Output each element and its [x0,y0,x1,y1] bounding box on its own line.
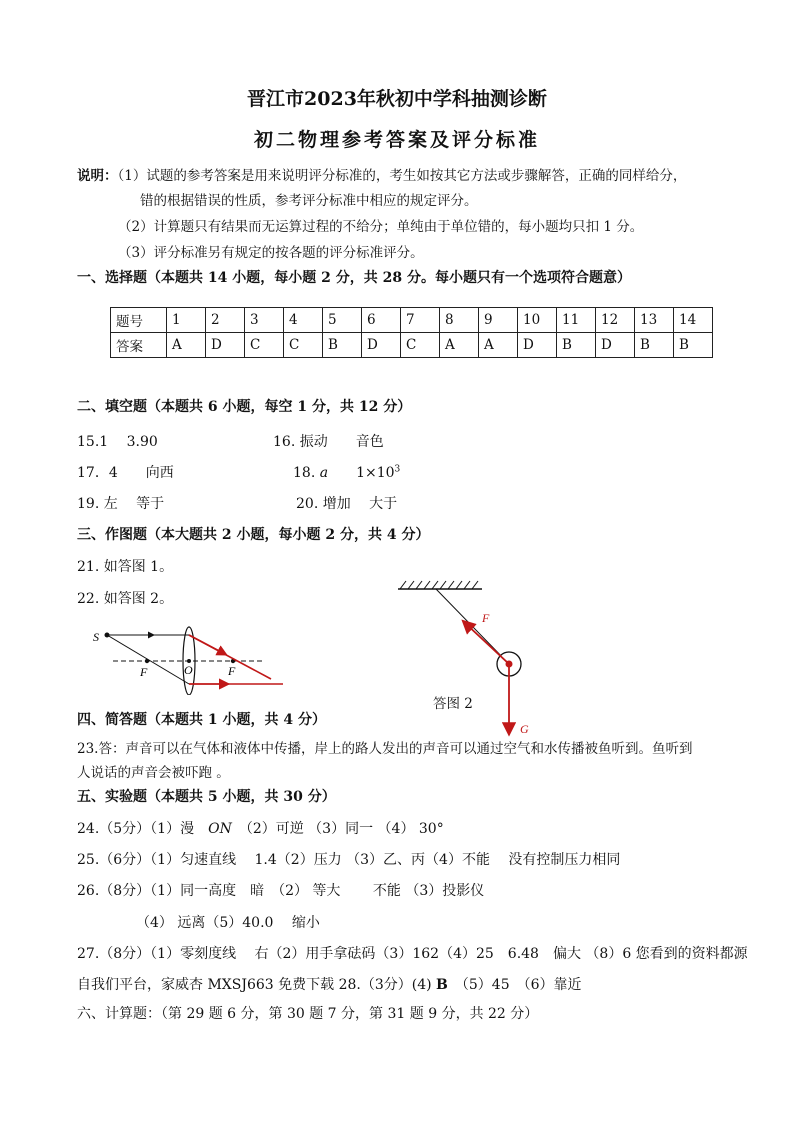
answer-q24: 24.（5分）（1）漫 ON （2）可逆 （3）同一 （4） 30° [77,821,444,837]
section2-heading: 二、填空题（本题共 6 小题，每空 1 分，共 12 分） [77,399,412,415]
note-item-1: （1）试题的参考答案是用来说明评分标准的，考生如按其它方法或步骤解答，正确的同样给分， [117,168,687,184]
section1-heading: 一、选择题（本题共 14 小题，每小题 2 分，共 28 分。每小题只有一个选项符合题意） [77,270,631,286]
answer-q22: 22. 如答图 2。 [77,591,174,607]
page-title: 晋江市2023年秋初中学科抽测诊断 [247,88,547,110]
question-number: 12 [596,308,635,333]
label-G: G [520,722,529,736]
lens-ray-diagram [85,615,295,695]
label-F-right: F [228,664,236,678]
answer-q23-cont: 人说话的声音会被吓跑 。 [77,765,230,781]
answer-cell: A [167,333,206,358]
answer-cell: C [245,333,284,358]
ceiling-hatching [400,581,478,589]
question-number: 8 [440,308,479,333]
answer-cell: B [674,333,713,358]
figure2-caption: 答图 2 [433,696,473,712]
answer-cell: C [401,333,440,358]
question-number: 14 [674,308,713,333]
answer-q20: 20. 增加 大于 [296,496,398,512]
answer-cell: B [635,333,674,358]
answer-cell: A [440,333,479,358]
note-item-3: （3）评分标准另有规定的按各题的评分标准评分。 [118,245,424,261]
answer-q27: 27.（8分）（1）零刻度线 右（2）用手拿砝码（3）162（4）25 6.48 偏大 （8）6 您看到的资料都源 [77,946,748,962]
answer-q21: 21. 如答图 1。 [77,559,174,575]
tension-force-arrow [464,622,509,664]
notes-label: 说明：（1）试题的参考答案是用来说明评分标准的，考生如按其它方法或步骤解答，正确的同样给分， [77,168,687,184]
section5-heading: 五、实验题（本题共 5 小题，共 30 分） [77,789,336,805]
answer-q27-cont: 自我们平台，家威杏 MXSJ663 免费下载 28.（3分）(4) B （5）45 （6）靠近 [77,977,582,993]
answer-cell: B [557,333,596,358]
section3-heading: 三、作图题（本大题共 2 小题，每小题 2 分，共 4 分） [77,527,430,543]
answer-cell: D [596,333,635,358]
left-focus-point [145,659,149,663]
answer-q26: 26.（8分）（1）同一高度 暗 （2） 等大 不能 （3）投影仪 [77,883,485,899]
answer-cell: A [479,333,518,358]
answer-cell: D [362,333,401,358]
force-diagram [392,575,542,740]
label-O: O [184,663,193,677]
answer-cell: D [518,333,557,358]
question-number: 4 [284,308,323,333]
label-F-left: F [140,665,148,679]
section4-heading: 四、简答题（本题共 1 小题，共 4 分） [77,712,326,728]
label-S: S [93,630,99,644]
answer-q18: 18. a $1\times 10^3$ [293,464,401,481]
answer-q23: 23.答：声音可以在气体和液体中传播，岸上的路人发出的声音可以通过空气和水传播被鱼听到。鱼听到 [77,741,693,757]
answer-q25: 25.（6分）（1）匀速直线 1.4（2）压力 （3）乙、丙（4）不能 没有控制压力相同 [77,852,621,868]
question-number-label: 题号 [111,308,167,333]
answer-table-row [111,308,713,333]
answer-cell: B [323,333,362,358]
question-number: 13 [635,308,674,333]
answer-q26-cont: （4） 远离（5）40.0 缩小 [136,915,320,931]
note-item-1-cont: 错的根据错误的性质，参考评分标准中相应的规定评分。 [140,193,478,209]
answer-q16: 16. 振动 音色 [273,434,384,450]
answer-cell: C [284,333,323,358]
question-number: 1 [167,308,206,333]
answer-table-row [111,333,713,358]
question-number: 2 [206,308,245,333]
question-number: 3 [245,308,284,333]
question-number: 10 [518,308,557,333]
section6-heading: 六、计算题：（第 29 题 6 分，第 30 题 7 分，第 31 题 9 分，共 22 分） [77,1006,539,1022]
question-number: 6 [362,308,401,333]
page-subtitle: 初二物理参考答案及评分标准 [253,129,540,151]
question-number: 7 [401,308,440,333]
answer-label: 答案 [111,333,167,358]
question-number: 5 [323,308,362,333]
answer-q15: 15.1 3.90 [77,434,158,450]
answer-q19: 19. 左 等于 [77,496,165,512]
answer-q17: 17．4 向西 [77,465,174,481]
note-item-2: （2）计算题只有结果而无运算过程的不给分；单纯由于单位错的，每小题均只扣 1 分。 [118,219,644,235]
question-number: 11 [557,308,596,333]
question-number: 9 [479,308,518,333]
answer-cell: D [206,333,245,358]
answer-table [110,307,713,358]
label-F: F [482,611,490,625]
